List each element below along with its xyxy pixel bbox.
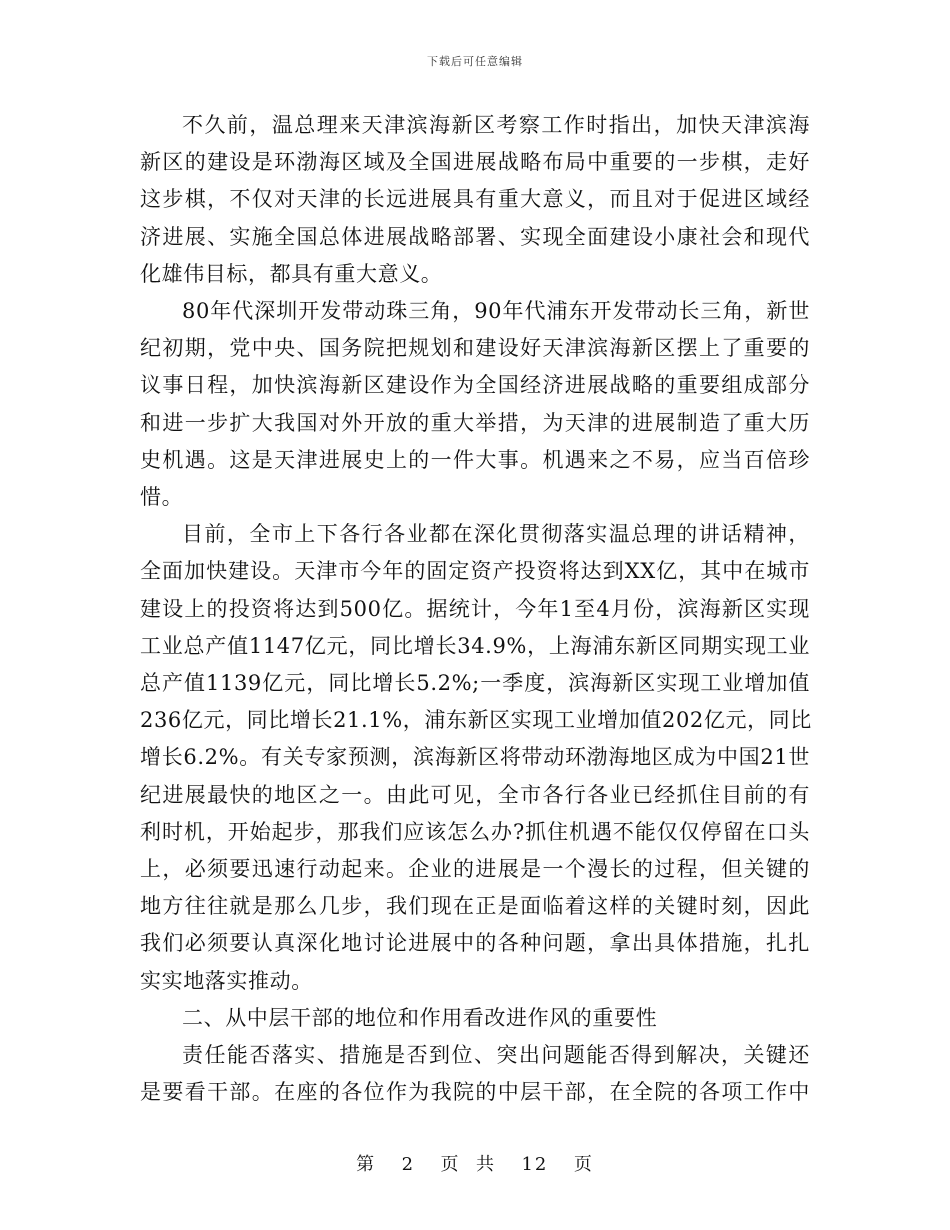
text-line: 地方往往就是那么几步，我们现在正是面临着这样的关键时刻，因此 bbox=[140, 894, 810, 919]
text-line: 这步棋，不仅对天津的长远进展具有重大意义，而且对于促进区域经 bbox=[140, 187, 810, 212]
text-line: 我们必须要认真深化地讨论进展中的各种问题，拿出具体措施，扎扎 bbox=[140, 931, 810, 956]
text-line: 责任能否落实、措施是否到位、突出问题能否得到解决，关键还 bbox=[182, 1043, 810, 1068]
text-line: 和进一步扩大我国对外开放的重大举措，为天津的进展制造了重大历 bbox=[140, 410, 810, 435]
total-page-count: 12 bbox=[521, 1154, 549, 1175]
text-line: 建设上的投资将达到500亿。据统计，今年1至4月份，滨海新区实现 bbox=[140, 596, 810, 621]
text-line: 总产值1139亿元，同比增长5.2%;一季度，滨海新区实现工业增加值 bbox=[140, 671, 810, 696]
text-line: 80年代深圳开发带动珠三角，90年代浦东开发带动长三角，新世 bbox=[182, 299, 810, 324]
body-text bbox=[140, 107, 810, 1111]
footer-suffix: 页 bbox=[573, 1154, 594, 1175]
text-line: 工业总产值1147亿元，同比增长34.9%，上海浦东新区同期实现工业 bbox=[140, 633, 810, 658]
paragraph-5 bbox=[140, 1037, 810, 1111]
paragraph-1 bbox=[140, 107, 810, 293]
text-line: 全面加快建设。天津市今年的固定资产投资将达到XX亿，其中在城市 bbox=[140, 559, 810, 584]
current-page-number: 2 bbox=[401, 1154, 416, 1175]
text-line: 利时机，开始起步，那我们应该怎么办?抓住机遇不能仅仅停留在口头 bbox=[140, 819, 810, 844]
paragraph-2 bbox=[140, 293, 810, 516]
text-line: 化雄伟目标，都具有重大意义。 bbox=[140, 261, 443, 286]
text-line: 不久前，温总理来天津滨海新区考察工作时指出，加快天津滨海 bbox=[182, 113, 810, 137]
text-line: 增长6.2%。有关专家预测，滨海新区将带动环渤海地区成为中国21世 bbox=[140, 745, 810, 770]
text-line: 目前，全市上下各行各业都在深化贯彻落实温总理的讲话精神， bbox=[182, 522, 810, 547]
text-line: 纪进展最快的地区之一。由此可见，全市各行各业已经抓住目前的有 bbox=[140, 782, 810, 807]
footer-middle: 页 共 bbox=[440, 1154, 496, 1175]
section-heading bbox=[140, 1000, 810, 1037]
page-footer bbox=[0, 1150, 950, 1176]
page-header: 下载后可任意编辑 bbox=[427, 55, 523, 68]
text-line: 纪初期，党中央、国务院把规划和建设好天津滨海新区摆上了重要的 bbox=[140, 336, 810, 361]
text-line: 惜。 bbox=[140, 485, 184, 510]
paragraph-3 bbox=[140, 516, 810, 1000]
text-line: 上，必须要迅速行动起来。企业的进展是一个漫长的过程，但关键的 bbox=[140, 857, 810, 882]
footer-prefix: 第 bbox=[356, 1154, 377, 1175]
text-line: 236亿元，同比增长21.1%，浦东新区实现工业增加值202亿元，同比 bbox=[140, 708, 812, 733]
text-line: 是要看干部。在座的各位作为我院的中层干部，在全院的各项工作中 bbox=[140, 1080, 810, 1105]
text-line: 济进展、实施全国总体进展战略部署、实现全面建设小康社会和现代 bbox=[140, 224, 810, 249]
heading-text: 二、从中层干部的地位和作用看改进作风的重要性 bbox=[182, 1005, 658, 1030]
text-line: 新区的建设是环渤海区域及全国进展战略布局中重要的一步棋，走好 bbox=[140, 150, 810, 175]
text-line: 史机遇。这是天津进展史上的一件大事。机遇来之不易，应当百倍珍 bbox=[140, 447, 810, 472]
text-line: 实实地落实推动。 bbox=[140, 968, 313, 993]
text-line: 议事日程，加快滨海新区建设作为全国经济进展战略的重要组成部分 bbox=[140, 373, 810, 398]
